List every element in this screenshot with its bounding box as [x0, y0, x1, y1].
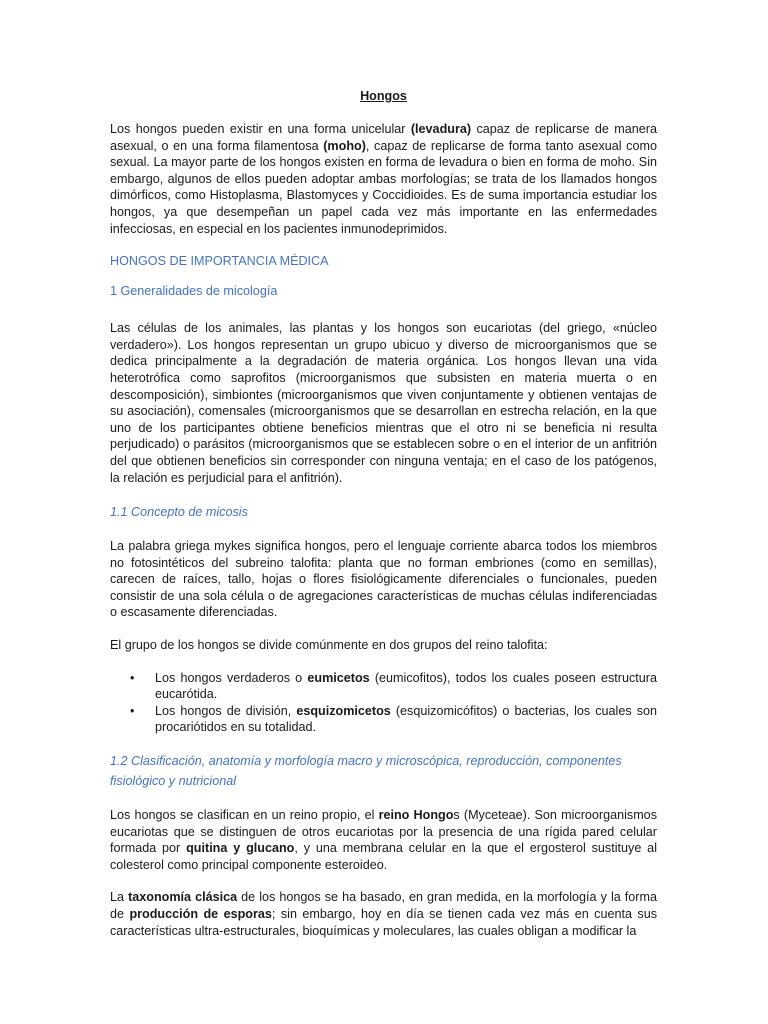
intro-paragraph	[110, 121, 657, 237]
list-item	[110, 703, 657, 736]
para-bold-esporas: producción de esporas	[129, 907, 272, 921]
intro-bold-levadura: (levadura)	[410, 122, 472, 136]
taxonomia-paragraph	[110, 889, 657, 939]
intro-bold-moho: (moho)	[323, 138, 366, 153]
bullet-list	[110, 670, 657, 736]
document-body	[110, 88, 657, 939]
intro-text-1: Los hongos pueden existir en una forma unicelular	[110, 122, 411, 136]
heading-concepto-micosis: 1.1 Concepto de micosis	[110, 505, 248, 520]
heading-clasificacion: 1.2 Clasificación, anatomía y morfología macro y microscópica, reproducción, componentes fisiológico y nutricional	[110, 754, 622, 789]
document-title: Hongos	[360, 89, 407, 103]
para-text: , y una membrana celular en la que el ergosterol sustituye al colesterol como principal componente esteroideo.	[110, 841, 657, 872]
list-item-text: Los hongos de división,	[155, 703, 297, 718]
list-item-text: (eumicofitos), todos los cuales poseen estructura eucarótida.	[155, 670, 657, 702]
para-text: s (Myceteae). Son microorganismos eucariotas que se distinguen de otros eucariotas por la presencia de una rígida pared celular formada por	[110, 808, 657, 856]
generalidades-paragraph: Las células de los animales, las plantas y los hongos son eucariotas (del griego, «núcleo verdadero»). Los hongos representan un grupo ubicuo y diverso de microorganismos que se dedica principalmente a la degradación de materia orgánica. Los hongos llevan una vida heterotrófica como saprofitos (microorganismos que subsisten en materia muerta o en descomposición), simbiontes (microorganismos que viven conjuntamente y obtienen ventajas de su asociación), comensales (microorganismos que se desarrollan en estrecha relación, en la que uno de los participantes obtiene beneficios mientras que el otro ni se beneficia ni resulta perjudicado) o parásitos (microorganismos que se establecen sobre o en el interior de un anfitrión del que obtienen beneficios sin corresponder con ninguna ventaja; en el caso de los patógenos, la relación es perjudicial para el anfitrión).	[110, 321, 657, 485]
list-item-text: (esquizomicófitos) o bacterias, los cuales son procariótidos en su totalidad.	[155, 703, 657, 735]
list-item-bold: esquizomicetos	[296, 703, 391, 718]
heading-main: HONGOS DE IMPORTANCIA MÉDICA	[110, 254, 329, 269]
para-bold-reino: reino Hongo	[378, 808, 454, 823]
heading-generalidades: 1 Generalidades de micología	[110, 284, 278, 299]
grupos-paragraph: El grupo de los hongos se divide comúnmente en dos grupos del reino talofita:	[110, 638, 548, 653]
micosis-paragraph: La palabra griega mykes significa hongos, pero el lenguaje corriente abarca todos los miembros no fotosintéticos del subreino talofita: planta que no forman embriones (como en semillas), carecen de raíces, tallo, hojas o flores fisiológicamente diferenciales o funcionales, pueden consistir de una sola célula o de agregaciones características de muchas células indiferenciadas o escasamente diferenciadas.	[110, 539, 657, 620]
para-text: La	[110, 890, 129, 905]
para-text: de los hongos se ha basado, en gran medida, en la morfología y la forma de	[110, 890, 657, 921]
para-bold-quitina: quitina y glucano	[186, 841, 295, 856]
bullet-symbol: •	[130, 670, 135, 685]
list-item	[110, 670, 657, 703]
list-item-bold: eumicetos	[307, 670, 370, 685]
para-text: ; sin embargo, hoy en día se tienen cada vez más en cuenta sus características ultra-estructurales, bioquímicas y moleculares, las cuales obligan a modificar la	[110, 907, 657, 938]
intro-text-3: , capaz de replicarse de forma tanto asexual como sexual. La mayor parte de los hongos existen en forma de levadura o bien en forma de moho. Sin embargo, algunos de ellos pueden adoptar ambas morfologías; se trata de los llamados hongos dimórficos, como Histoplasma, Blastomyces y Coccidioides. Es de suma importancia estudiar los hongos, ya que desempeñan un papel cada vez más importante en las enfermedades infecciosas, en especial en los pacientes inmunodeprimidos.	[110, 138, 657, 236]
list-item-text: Los hongos verdaderos o	[155, 670, 308, 685]
clasificacion-paragraph	[110, 807, 657, 873]
para-text: Los hongos se clasifican en un reino propio, el	[110, 808, 379, 823]
para-bold-taxonomia: taxonomía clásica	[128, 890, 238, 905]
bullet-symbol: •	[130, 703, 135, 718]
intro-text-2: capaz de replicarse de manera asexual, o en una forma filamentosa	[110, 122, 657, 153]
